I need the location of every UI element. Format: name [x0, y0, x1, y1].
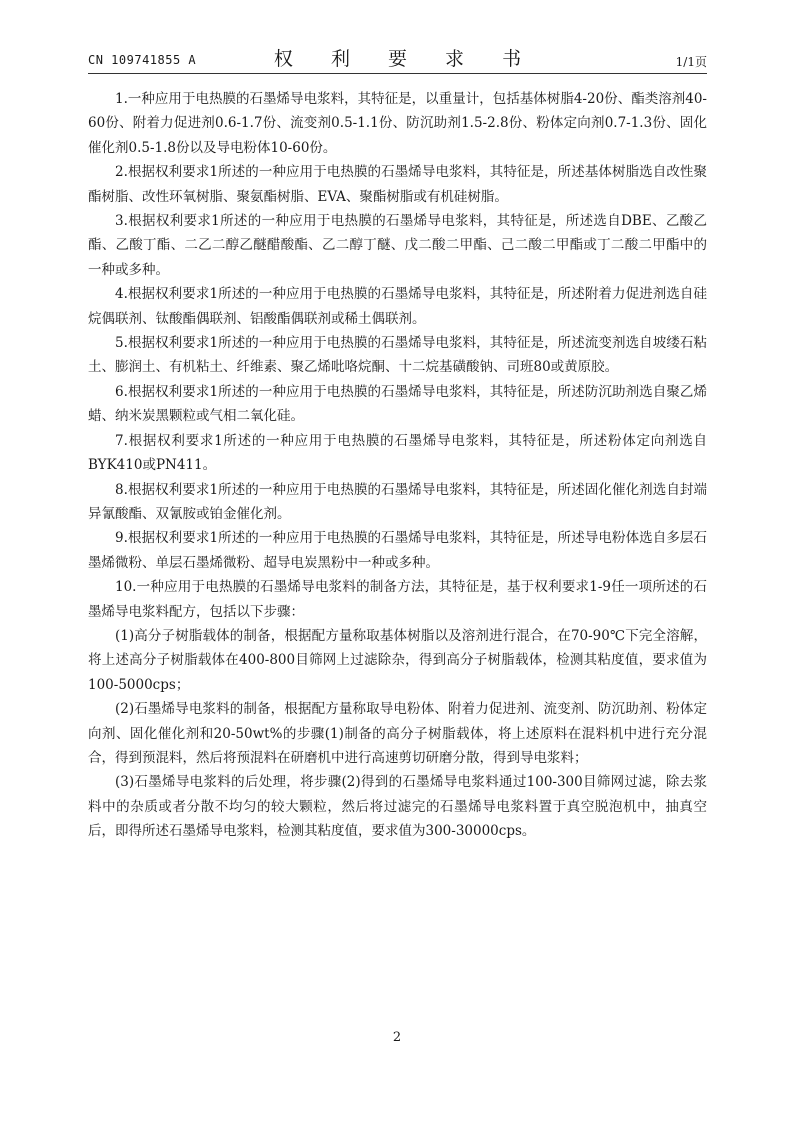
claim-2: 2.根据权利要求1所述的一种应用于电热膜的石墨烯导电浆料，其特征是，所述基体树脂选自改性聚酯树脂、改性环氧树脂、聚氨酯树脂、EVA、聚酯树脂或有机硅树脂。	[88, 164, 707, 205]
publication-number: CN 109741855 A	[88, 53, 197, 67]
claim-10-step-2: (2)石墨烯导电浆料的制备，根据配方量称取导电粉体、附着力促进剂、流变剂、防沉助剂、粉体定向剂、固化催化剂和20-50wt%的步骤(1)制备的高分子树脂载体，将上述原料在混料机中进行充分混合，得到预混料，然后将预混料在研磨机中进行高速剪切研磨分散，得到导电浆料；	[88, 701, 707, 766]
claims-body	[88, 87, 707, 844]
document-title: 权 利 要 求 书	[273, 48, 538, 70]
claim-8: 8.根据权利要求1所述的一种应用于电热膜的石墨烯导电浆料，其特征是，所述固化催化剂选自封端异氰酸酯、双氰胺或铂金催化剂。	[88, 481, 707, 522]
claim-10: 10.一种应用于电热膜的石墨烯导电浆料的制备方法，其特征是，基于权利要求1-9任一项所述的石墨烯导电浆料配方，包括以下步骤：	[88, 579, 707, 620]
claim-4: 4.根据权利要求1所述的一种应用于电热膜的石墨烯导电浆料，其特征是，所述附着力促进剂选自硅烷偶联剂、钛酸酯偶联剂、铝酸酯偶联剂或稀土偶联剂。	[88, 286, 707, 327]
page-number: 2	[392, 1030, 402, 1045]
claim-9: 9.根据权利要求1所述的一种应用于电热膜的石墨烯导电浆料，其特征是，所述导电粉体选自多层石墨烯微粉、单层石墨烯微粉、超导电炭黑粉中一种或多种。	[88, 530, 707, 571]
page-count: 1/1页	[675, 55, 707, 69]
claim-5: 5.根据权利要求1所述的一种应用于电热膜的石墨烯导电浆料，其特征是，所述流变剂选自坡缕石粘土、膨润土、有机粘土、纤维素、聚乙烯吡咯烷酮、十二烷基磺酸钠、司班80或黄原胶。	[88, 335, 707, 376]
page-header	[88, 40, 707, 74]
claim-1: 1.一种应用于电热膜的石墨烯导电浆料，其特征是，以重量计，包括基体树脂4-20份、酯类溶剂40-60份、附着力促进剂0.6-1.7份、流变剂0.5-1.1份、防沉助剂1.5-2.8份、粉体定向剂0.7-1.3份、固化催化剂0.5-1.8份以及导电粉体10-60份。	[88, 91, 707, 156]
header-divider	[88, 73, 707, 74]
claim-7: 7.根据权利要求1所述的一种应用于电热膜的石墨烯导电浆料，其特征是，所述粉体定向剂选自BYK410或PN411。	[88, 432, 707, 474]
claim-6: 6.根据权利要求1所述的一种应用于电热膜的石墨烯导电浆料，其特征是，所述防沉助剂选自聚乙烯蜡、纳米炭黑颗粒或气相二氧化硅。	[88, 383, 707, 425]
claim-10-step-3: (3)石墨烯导电浆料的后处理，将步骤(2)得到的石墨烯导电浆料通过100-300目筛网过滤，除去浆料中的杂质或者分散不均匀的较大颗粒，然后将过滤完的石墨烯导电浆料置于真空脱泡机中，抽真空后，即得所述石墨烯导电浆料，检测其粘度值，要求值为300-30000cps。	[88, 774, 707, 840]
claim-10-step-1: (1)高分子树脂载体的制备，根据配方量称取基体树脂以及溶剂进行混合，在70-90℃下完全溶解，将上述高分子树脂载体在400-800目筛网上过滤除杂，得到高分子树脂载体，检测其粘度值，要求值为100-5000cps；	[88, 627, 707, 693]
claim-3: 3.根据权利要求1所述的一种应用于电热膜的石墨烯导电浆料，其特征是，所述选自DBE、乙酸乙酯、乙酸丁酯、二乙二醇乙醚醋酸酯、乙二醇丁醚、戊二酸二甲酯、己二酸二甲酯或丁二酸二甲酯中的一种或多种。	[88, 213, 707, 278]
